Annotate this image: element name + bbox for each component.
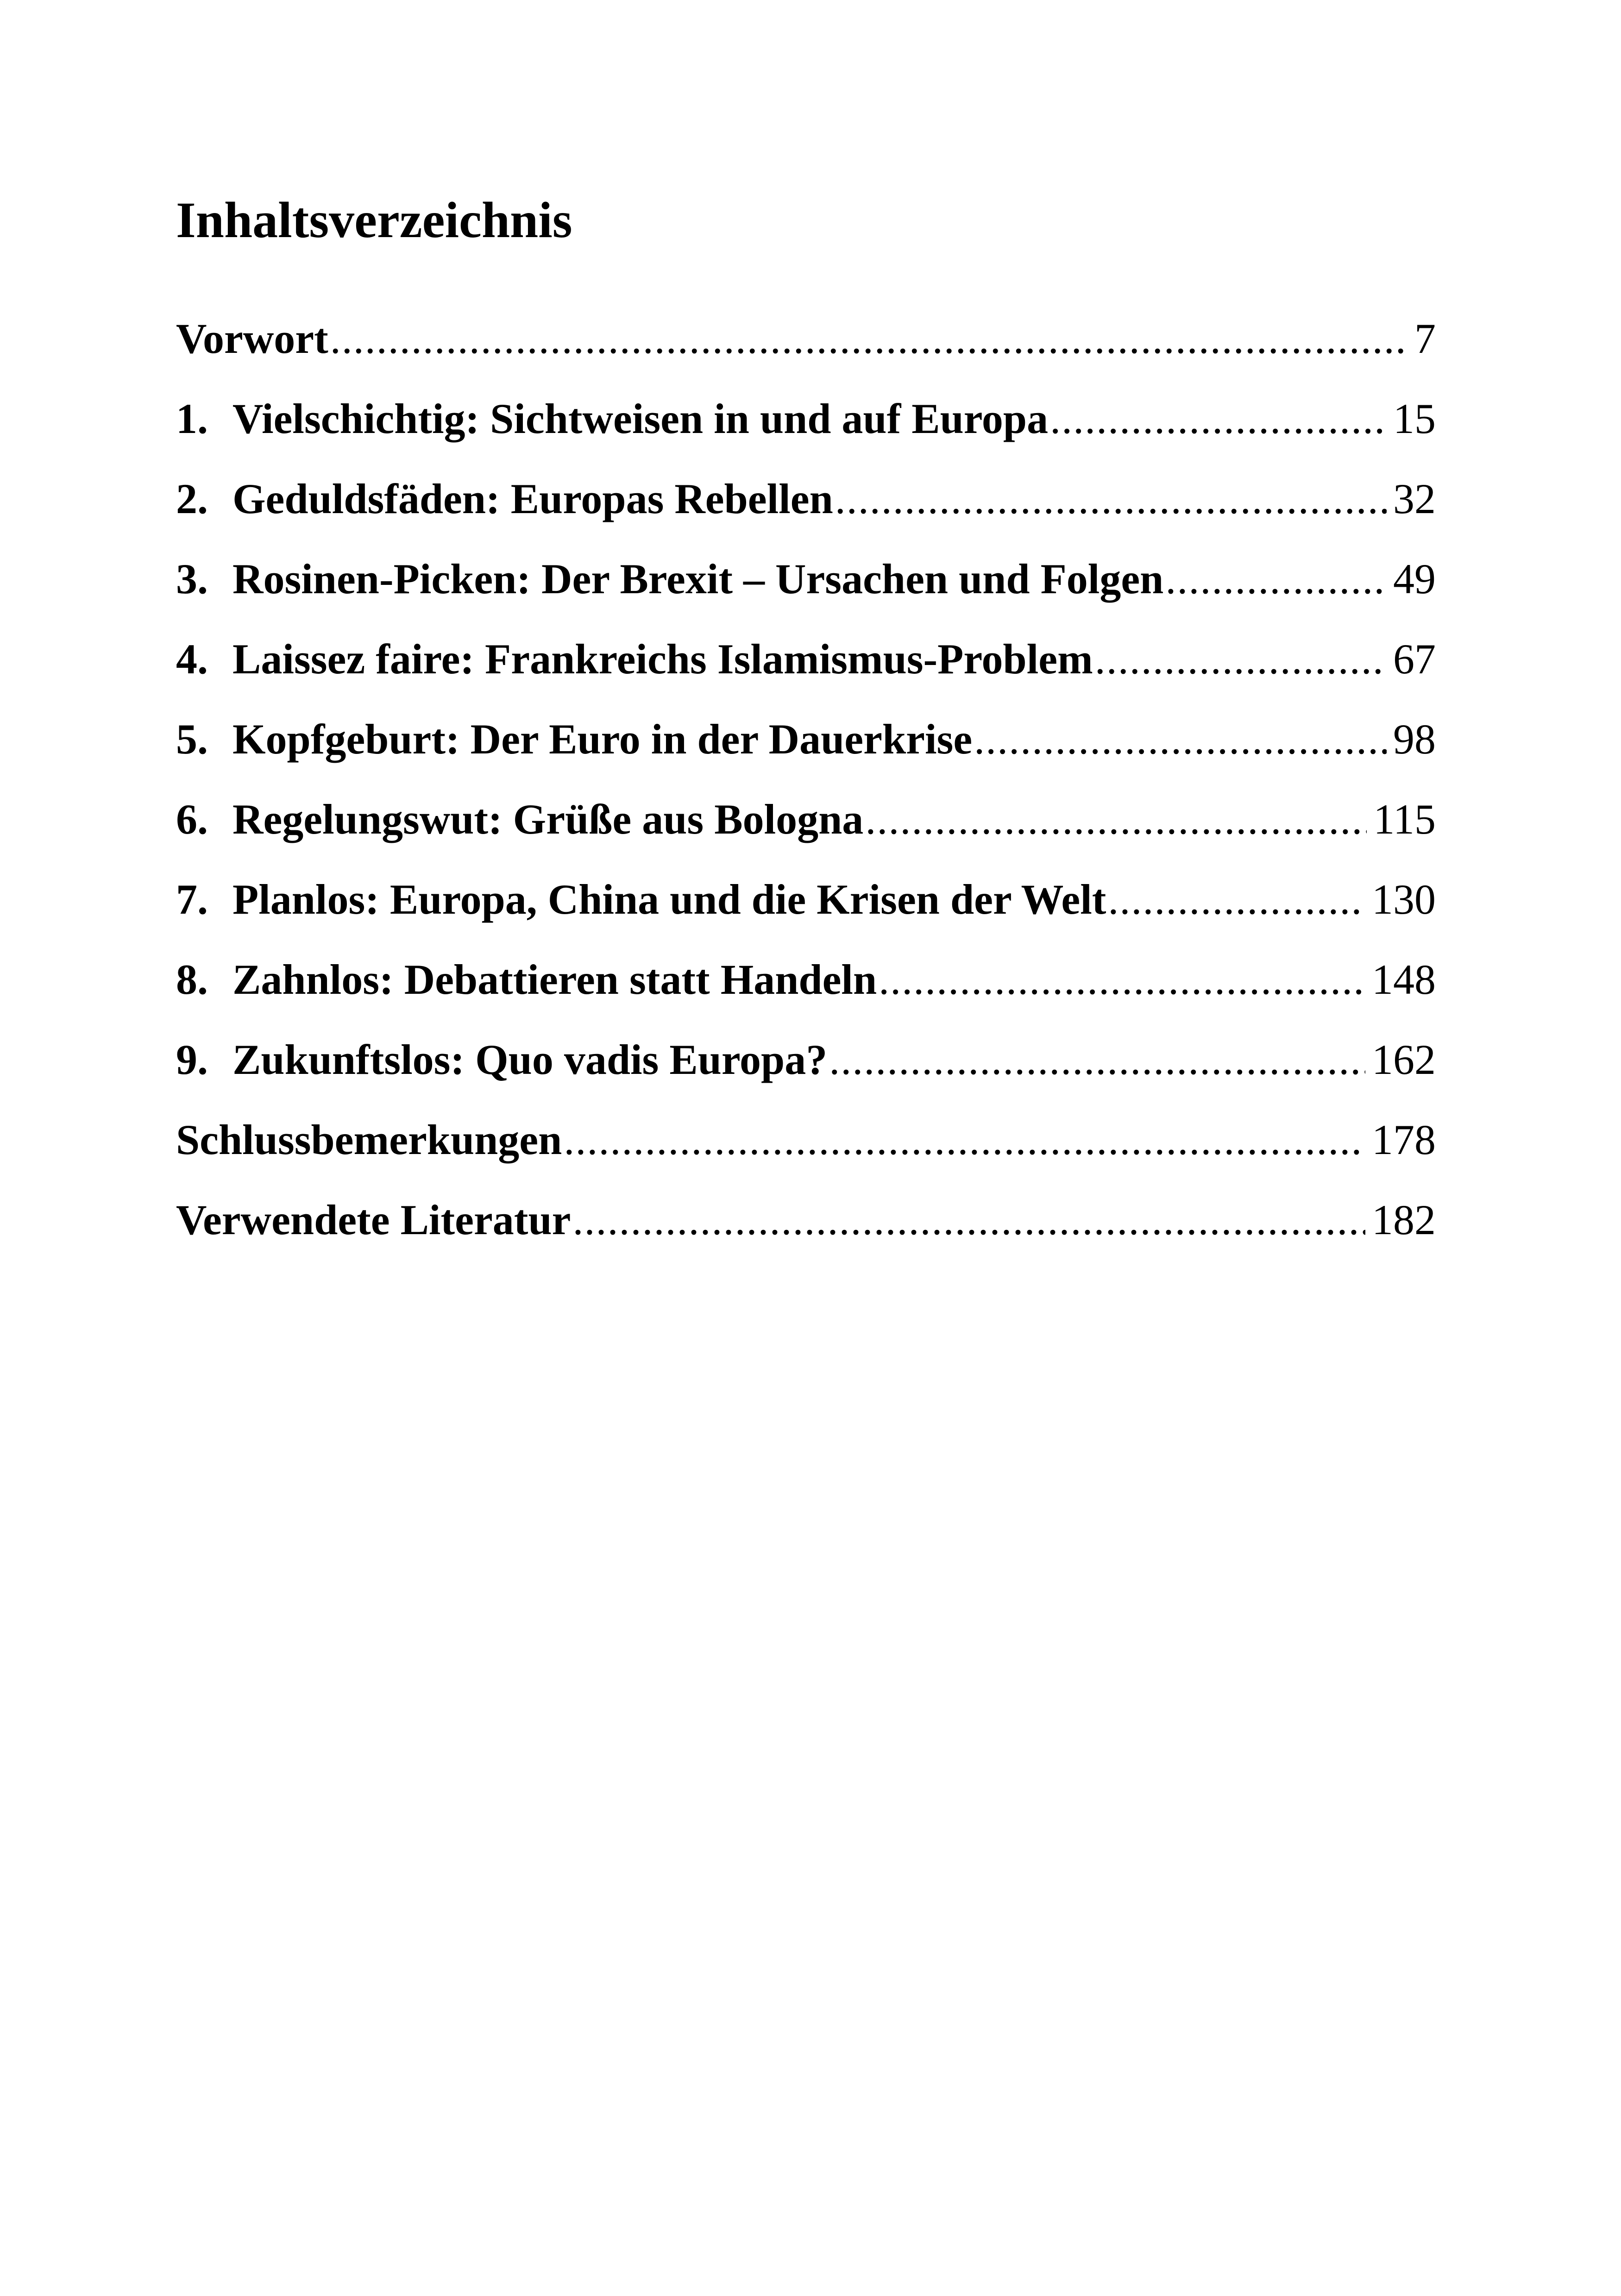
toc-entry-title: Laissez faire: Frankreichs Islamismus-Problem bbox=[232, 635, 1093, 683]
toc-entry-chapter-5 bbox=[176, 715, 1436, 798]
toc-entry-number: 9. bbox=[176, 1036, 208, 1083]
toc-entry-chapter-8 bbox=[176, 958, 1436, 1038]
toc-entry-page: 178 bbox=[1372, 1116, 1436, 1163]
toc-entry-number: 2. bbox=[176, 475, 208, 522]
toc-entry-page: 7 bbox=[1414, 315, 1436, 362]
toc-dot-leader bbox=[974, 718, 1387, 760]
toc-entry-chapter-6 bbox=[176, 798, 1436, 878]
toc-entry-title: Planlos: Europa, China und die Krisen der Welt bbox=[232, 876, 1106, 923]
toc-entry-chapter-1 bbox=[176, 397, 1436, 477]
toc-entry-title: Schlussbemerkungen bbox=[176, 1116, 562, 1163]
toc-entry-vorwort bbox=[176, 317, 1436, 397]
toc-entry-number: 6. bbox=[176, 796, 208, 843]
toc-dot-leader bbox=[330, 317, 1408, 360]
toc-dot-leader bbox=[829, 1038, 1365, 1081]
toc-dot-leader bbox=[1108, 878, 1365, 921]
toc-entry-title: Verwendete Literatur bbox=[176, 1196, 571, 1243]
toc-entry-chapter-7 bbox=[176, 878, 1436, 958]
toc-entry-number: 5. bbox=[176, 715, 208, 763]
toc-dot-leader bbox=[1050, 397, 1387, 440]
toc-entry-title: Zahnlos: Debattieren statt Handeln bbox=[232, 956, 877, 1003]
toc-dot-leader bbox=[572, 1198, 1365, 1241]
toc-entry-page: 148 bbox=[1372, 956, 1436, 1003]
toc-entry-page: 182 bbox=[1372, 1196, 1436, 1243]
toc-entry-title: Regelungswut: Grüße aus Bologna bbox=[232, 796, 864, 843]
toc-entry-literatur bbox=[176, 1198, 1436, 1279]
toc-entry-page: 130 bbox=[1372, 876, 1436, 923]
toc-entry-title: Zukunftslos: Quo vadis Europa? bbox=[232, 1036, 828, 1083]
toc-entry-page: 115 bbox=[1373, 796, 1436, 843]
toc-dot-leader bbox=[865, 798, 1367, 841]
toc-entry-chapter-3 bbox=[176, 555, 1436, 638]
toc-list bbox=[176, 317, 1436, 1279]
toc-entry-number: 4. bbox=[176, 635, 208, 683]
toc-entry-page: 49 bbox=[1393, 555, 1436, 602]
toc-entry-title: Vorwort bbox=[176, 315, 328, 362]
toc-entry-number: 3. bbox=[176, 555, 208, 602]
toc-dot-leader bbox=[1165, 558, 1387, 600]
toc-entry-page: 32 bbox=[1393, 475, 1436, 522]
toc-entry-page: 98 bbox=[1393, 715, 1436, 763]
toc-dot-leader bbox=[1095, 638, 1387, 680]
toc-entry-title: Rosinen-Picken: Der Brexit – Ursachen und Folgen bbox=[232, 555, 1164, 602]
toc-entry-number: 7. bbox=[176, 876, 208, 923]
toc-entry-title: Geduldsfäden: Europas Rebellen bbox=[232, 475, 833, 522]
toc-dot-leader bbox=[879, 958, 1365, 1001]
toc-entry-page: 15 bbox=[1393, 395, 1436, 442]
toc-dot-leader bbox=[835, 477, 1387, 520]
toc-entry-page: 67 bbox=[1393, 635, 1436, 683]
toc-entry-title: Vielschichtig: Sichtweisen in und auf Europa bbox=[232, 395, 1049, 442]
toc-dot-leader bbox=[564, 1118, 1365, 1161]
toc-entry-page: 162 bbox=[1372, 1036, 1436, 1083]
toc-entry-title: Kopfgeburt: Der Euro in der Dauerkrise bbox=[232, 715, 973, 763]
toc-entry-schlussbemerkungen bbox=[176, 1118, 1436, 1198]
toc-entry-chapter-2 bbox=[176, 477, 1436, 558]
toc-entry-number: 8. bbox=[176, 956, 208, 1003]
toc-entry-number: 1. bbox=[176, 395, 208, 442]
toc-entry-chapter-4 bbox=[176, 635, 1436, 718]
toc-entry-chapter-9 bbox=[176, 1038, 1436, 1118]
toc-heading: Inhaltsverzeichnis bbox=[176, 192, 572, 248]
